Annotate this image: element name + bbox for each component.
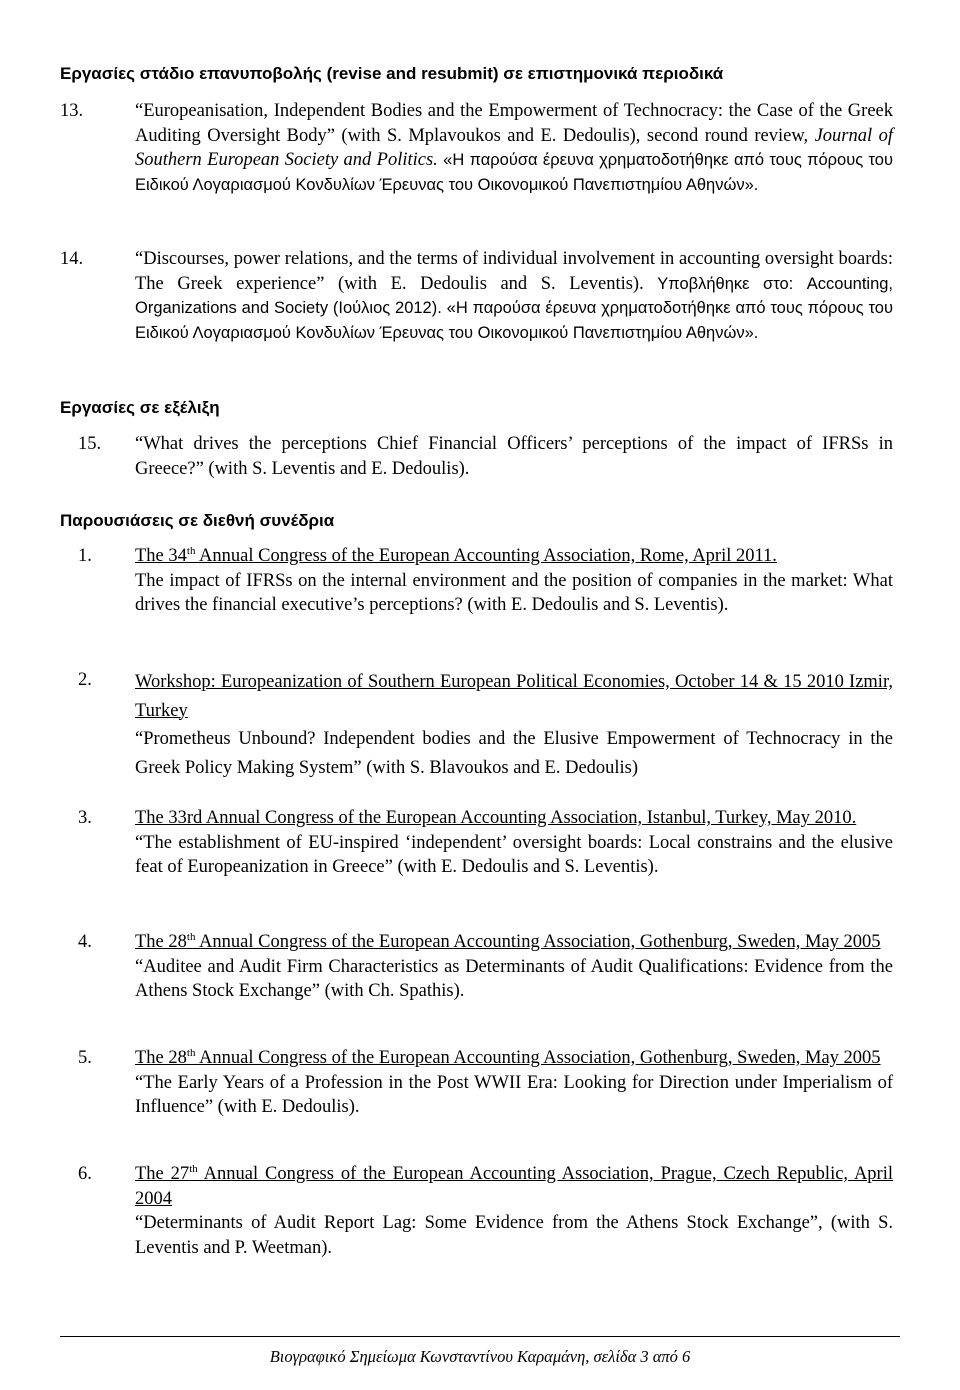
conference-venue: The 34th Annual Congress of the European Accounting Association, Rome, April 2011. bbox=[135, 544, 777, 566]
conference-venue: The 28th Annual Congress of the European Accounting Association, Gothenburg, Sweden, May 2005 bbox=[135, 1046, 881, 1068]
item-number: 5. bbox=[78, 1048, 92, 1068]
publication-text: “Discourses, power relations, and the terms of individual involvement in accounting oversight boards: The Greek experience” (with E. Dedoulis and S. Leventis). bbox=[135, 249, 893, 294]
item-number: 13. bbox=[60, 101, 84, 121]
conference-item-6 bbox=[135, 1162, 893, 1260]
item-number: 4. bbox=[78, 932, 92, 952]
conference-venue: The 28th Annual Congress of the European Accounting Association, Gothenburg, Sweden, May 2005 bbox=[135, 930, 881, 952]
footer-divider bbox=[60, 1336, 900, 1337]
publication-item-14 bbox=[135, 247, 893, 345]
page-footer: Βιογραφικό Σημείωμα Κωνσταντίνου Καραμάνη, σελίδα 3 από 6 bbox=[269, 1347, 691, 1366]
conference-paper: “The Early Years of a Profession in the Post WWII Era: Looking for Direction under Imperialism of Influence” (with E. Dedoulis). bbox=[135, 1072, 893, 1117]
item-number: 3. bbox=[78, 808, 92, 828]
conference-paper: “Prometheus Unbound? Independent bodies and the Elusive Empowerment of Technocracy in the Greek Policy Making System” (with S. Blavoukos and E. Dedoulis) bbox=[135, 729, 893, 778]
item-number: 15. bbox=[78, 434, 102, 454]
section-heading-revise-resubmit: Εργασίες στάδιο επανυποβολής (revise and resubmit) σε επιστημονικά περιοδικά bbox=[60, 64, 724, 83]
conference-venue: The 33rd Annual Congress of the European Accounting Association, Istanbul, Turkey, May 2010. bbox=[135, 808, 857, 828]
conference-item-3 bbox=[135, 806, 893, 880]
submission-note: Υποβλήθηκε στο: Accounting, Organizations and Society (Ιούλιος 2012). bbox=[135, 274, 894, 317]
conference-paper: “Auditee and Audit Firm Characteristics as Determinants of Audit Qualifications: Evidence from the Athens Stock Exchange” (with Ch. Spathis). bbox=[135, 956, 893, 1001]
funding-note: «Η παρούσα έρευνα χρηματοδοτήθηκε από τους πόρους του Ειδικού Λογαριασμού Κονδυλίων Έρευνας του Οικονομικού Πανεπιστημίου Αθηνών». bbox=[135, 151, 894, 194]
publication-item-15 bbox=[135, 432, 893, 481]
item-number: 2. bbox=[78, 670, 92, 690]
journal-name: Journal of Southern European Society and Politics. bbox=[135, 125, 893, 170]
conference-venue: The 27th Annual Congress of the European Accounting Association, Prague, Czech Republic, April 2004 bbox=[135, 1162, 893, 1209]
conference-paper: “The establishment of EU-inspired ‘independent’ oversight boards: Local constrains and the elusive feat of Europeanization in Greece” (with E. Dedoulis and S. Leventis). bbox=[135, 832, 893, 877]
publication-text: “What drives the perceptions Chief Financial Officers’ perceptions of the impact of IFRSs in Greece?” (with S. Leventis and E. Dedoulis). bbox=[135, 434, 893, 479]
conference-item-2 bbox=[135, 668, 893, 782]
publication-item-13 bbox=[135, 99, 893, 197]
funding-note: «Η παρούσα έρευνα χρηματοδοτήθηκε από τους πόρους του Ειδικού Λογαριασμού Κονδυλίων Έρευνας του Οικονομικού Πανεπιστημίου Αθηνών». bbox=[135, 299, 894, 342]
section-heading-in-progress: Εργασίες σε εξέλιξη bbox=[60, 398, 220, 417]
publication-text: “Europeanisation, Independent Bodies and the Empowerment of Technocracy: the Case of the Greek Auditing Oversight Body” (with S. Mplavoukos and E. Dedoulis), second round review, bbox=[135, 101, 893, 146]
conference-item-5 bbox=[135, 1046, 893, 1120]
item-number: 14. bbox=[60, 249, 84, 269]
section-heading-conferences: Παρουσιάσεις σε διεθνή συνέδρια bbox=[60, 511, 335, 530]
conference-venue: Workshop: Europeanization of Southern European Political Economies, October 14 & 15 2010 Izmir, Turkey bbox=[135, 672, 893, 721]
item-number: 1. bbox=[78, 546, 92, 566]
conference-item-1 bbox=[135, 544, 893, 618]
conference-paper: The impact of IFRSs on the internal environment and the position of companies in the market: What drives the financial executive’s perceptions? (with E. Dedoulis and S. Leventis). bbox=[135, 570, 893, 615]
item-number: 6. bbox=[78, 1164, 92, 1184]
conference-paper: “Determinants of Audit Report Lag: Some Evidence from the Athens Stock Exchange”, (with S. Leventis and P. Weetman). bbox=[135, 1213, 893, 1258]
conference-item-4 bbox=[135, 930, 893, 1004]
